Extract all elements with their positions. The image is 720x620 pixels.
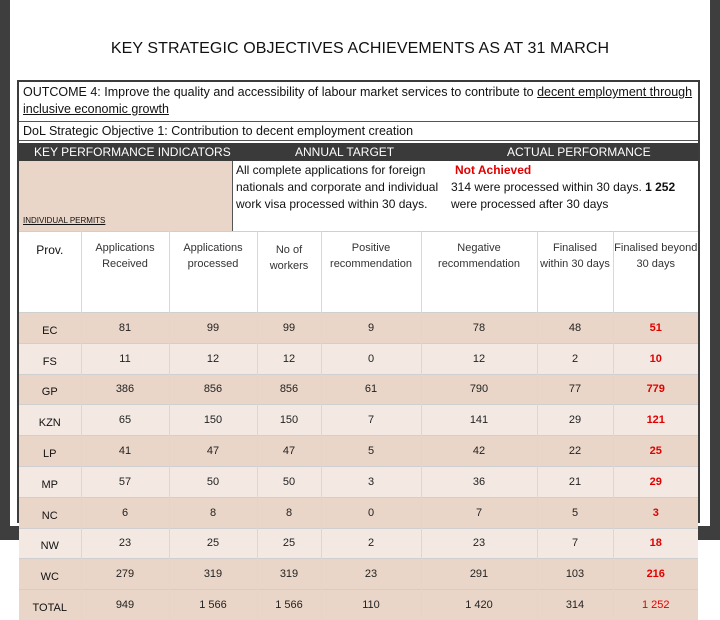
kpi-header-bar xyxy=(19,143,698,161)
strategic-objective: DoL Strategic Objective 1: Contribution to decent employment creation xyxy=(19,121,698,141)
column-header: Positive recommendation xyxy=(321,232,421,313)
province-cell: LP xyxy=(19,436,81,467)
table-cell: 6 xyxy=(81,497,169,528)
column-header: No of workers xyxy=(257,232,321,313)
table-cell: 319 xyxy=(169,559,257,590)
kpi-indicator-cell xyxy=(19,161,233,231)
table-cell: 22 xyxy=(537,436,613,467)
table-cell-beyond-30: 121 xyxy=(613,405,698,436)
actual-performance-text-pre: 314 were processed within 30 days. xyxy=(451,180,646,194)
table-cell-beyond-30: 18 xyxy=(613,528,698,559)
left-bezel xyxy=(0,0,10,540)
table-cell: 8 xyxy=(169,497,257,528)
outcome-statement xyxy=(19,82,698,120)
table-cell-beyond-30: 51 xyxy=(613,313,698,344)
table-row xyxy=(19,405,698,436)
table-cell: 386 xyxy=(81,374,169,405)
total-label-cell: TOTAL xyxy=(19,590,81,620)
table-cell: 23 xyxy=(81,528,169,559)
table-row xyxy=(19,528,698,559)
table-cell: 99 xyxy=(257,313,321,344)
table-cell: 29 xyxy=(537,405,613,436)
table-cell: 25 xyxy=(169,528,257,559)
table-cell: 2 xyxy=(537,343,613,374)
actual-performance-heading: ACTUAL PERFORMANCE xyxy=(507,145,651,159)
table-cell: 36 xyxy=(421,466,537,497)
kpi-row xyxy=(19,161,698,231)
province-cell: WC xyxy=(19,559,81,590)
table-cell: 314 xyxy=(537,590,613,620)
table-cell: 150 xyxy=(169,405,257,436)
column-header: Prov. xyxy=(19,232,81,313)
actual-performance-text-post: were processed after 30 days xyxy=(451,197,609,211)
table-cell: 47 xyxy=(169,436,257,467)
table-cell-beyond-30: 216 xyxy=(613,559,698,590)
table-cell: 1 420 xyxy=(421,590,537,620)
table-cell: 78 xyxy=(421,313,537,344)
table-cell: 21 xyxy=(537,466,613,497)
table-cell: 47 xyxy=(257,436,321,467)
column-header: Applications processed xyxy=(169,232,257,313)
table-cell: 61 xyxy=(321,374,421,405)
column-header: Finalised beyond 30 days xyxy=(613,232,698,313)
table-cell-beyond-30: 3 xyxy=(613,497,698,528)
table-cell: 23 xyxy=(421,528,537,559)
table-row xyxy=(19,559,698,590)
table-cell: 41 xyxy=(81,436,169,467)
column-header: Applications Received xyxy=(81,232,169,313)
table-cell: 11 xyxy=(81,343,169,374)
table-cell: 81 xyxy=(81,313,169,344)
status-not-achieved: Not Achieved xyxy=(455,163,532,177)
province-cell: GP xyxy=(19,374,81,405)
province-cell: MP xyxy=(19,466,81,497)
table-row xyxy=(19,313,698,344)
annual-target-heading: ANNUAL TARGET xyxy=(295,145,395,159)
table-cell: 319 xyxy=(257,559,321,590)
table-cell-beyond-30: 779 xyxy=(613,374,698,405)
table-cell: 0 xyxy=(321,343,421,374)
actual-performance-bold-value: 1 252 xyxy=(645,180,676,194)
table-cell-beyond-30: 1 252 xyxy=(613,590,698,620)
province-cell: KZN xyxy=(19,405,81,436)
table-row xyxy=(19,436,698,467)
province-cell: NW xyxy=(19,528,81,559)
table-row xyxy=(19,466,698,497)
table-cell: 50 xyxy=(257,466,321,497)
table-cell: 42 xyxy=(421,436,537,467)
column-header: Negative recommendation xyxy=(421,232,537,313)
indicator-label: INDIVIDUAL PERMITS xyxy=(23,216,106,225)
table-cell: 1 566 xyxy=(257,590,321,620)
table-cell-beyond-30: 29 xyxy=(613,466,698,497)
table-cell: 12 xyxy=(421,343,537,374)
table-cell-beyond-30: 25 xyxy=(613,436,698,467)
table-cell: 856 xyxy=(257,374,321,405)
table-cell: 856 xyxy=(169,374,257,405)
page-title: KEY STRATEGIC OBJECTIVES ACHIEVEMENTS AS AT 31 MARCH xyxy=(110,40,610,57)
table-row xyxy=(19,497,698,528)
kpi-indicators-heading: KEY PERFORMANCE INDICATORS xyxy=(34,145,231,159)
table-cell: 7 xyxy=(537,528,613,559)
table-cell: 790 xyxy=(421,374,537,405)
province-cell: FS xyxy=(19,343,81,374)
table-cell: 48 xyxy=(537,313,613,344)
table-cell: 99 xyxy=(169,313,257,344)
table-cell-beyond-30: 10 xyxy=(613,343,698,374)
table-cell: 7 xyxy=(421,497,537,528)
table-row xyxy=(19,374,698,405)
table-cell: 57 xyxy=(81,466,169,497)
right-bezel xyxy=(710,0,720,540)
table-cell: 12 xyxy=(257,343,321,374)
table-cell: 8 xyxy=(257,497,321,528)
table-cell: 7 xyxy=(321,405,421,436)
table-cell: 150 xyxy=(257,405,321,436)
table-cell: 50 xyxy=(169,466,257,497)
column-header: Finalised within 30 days xyxy=(537,232,613,313)
table-total-row xyxy=(19,590,698,620)
outcome-underlined-text: decent employment through inclusive economic growth xyxy=(23,85,693,116)
table-cell: 2 xyxy=(321,528,421,559)
province-cell: EC xyxy=(19,313,81,344)
table-cell: 110 xyxy=(321,590,421,620)
table-cell: 25 xyxy=(257,528,321,559)
table-cell: 9 xyxy=(321,313,421,344)
table-cell: 23 xyxy=(321,559,421,590)
table-cell: 949 xyxy=(81,590,169,620)
table-header-row xyxy=(19,232,698,313)
table-cell: 1 566 xyxy=(169,590,257,620)
table-cell: 5 xyxy=(537,497,613,528)
table-cell: 279 xyxy=(81,559,169,590)
table-cell: 141 xyxy=(421,405,537,436)
table-cell: 77 xyxy=(537,374,613,405)
table-cell: 65 xyxy=(81,405,169,436)
table-cell: 0 xyxy=(321,497,421,528)
table-cell: 291 xyxy=(421,559,537,590)
table-cell: 3 xyxy=(321,466,421,497)
table-cell: 5 xyxy=(321,436,421,467)
permits-table xyxy=(19,231,698,620)
annual-target-text: All complete applications for foreign nationals and corporate and individual work visa processed within 30 days. xyxy=(236,163,439,211)
actual-performance-cell xyxy=(451,162,696,213)
province-cell: NC xyxy=(19,497,81,528)
table-row xyxy=(19,343,698,374)
table-cell: 103 xyxy=(537,559,613,590)
outcome-text: OUTCOME 4: Improve the quality and accessibility of labour market services to contribute to xyxy=(23,85,538,99)
table-cell: 12 xyxy=(169,343,257,374)
